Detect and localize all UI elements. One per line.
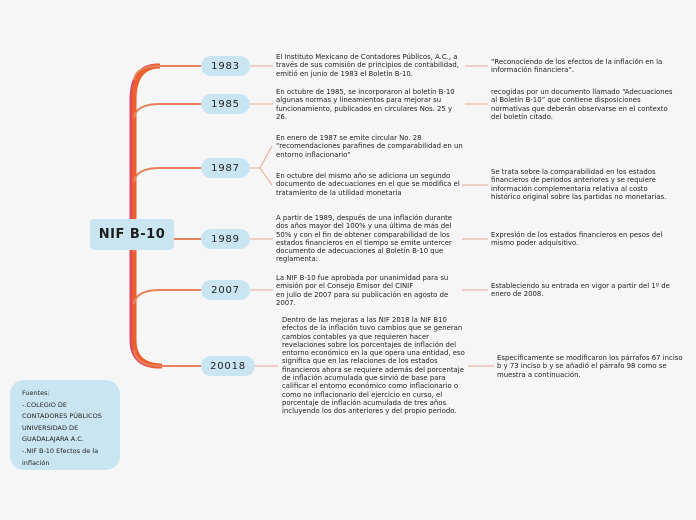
link-1987-desc2 xyxy=(260,168,272,185)
note-20018[interactable]: Específicamente se modificaron los párrafos 67 inciso b y 73 inciso b y se añadió el párrafo 98 como se muestra a continuación. xyxy=(497,354,683,379)
desc-1985[interactable]: En octubre de 1985, se incorporaron al boletín B-10 algunas normas y lineamientos para mejorar su funcionamiento, publicados en circulares Nos. 25 y 26. xyxy=(276,88,455,121)
branch-20018 xyxy=(134,350,201,366)
desc-1989[interactable]: A partir de 1989, después de una inflación durante dos años mayor del 100% y una última de más del 50% y con el fin de obtener comparabilidad de los estados financieros en el tiempo se emite untercer documento de adecuaciones al Boletín B-10 que reglamenta: xyxy=(276,214,453,264)
sources-box[interactable] xyxy=(10,380,120,470)
branch-1985 xyxy=(134,104,201,118)
year-node-1985[interactable]: 1985 xyxy=(201,94,250,114)
desc-1987-a[interactable]: En enero de 1987 se emite circular No. 28 “recomendaciones parafines de comparabilidad en un entorno inflacionario” xyxy=(276,134,463,159)
link-1987-desc xyxy=(250,146,272,168)
year-node-2007[interactable]: 2007 xyxy=(201,280,250,300)
note-1985[interactable]: recogidas por un documento llamado “Adecuaciones al Boletín B-10” que contiene disposiciones normativas que deberán observarse en el contexto del boletín citado. xyxy=(491,88,673,121)
note-2007[interactable]: Estableciendo su entrada en vigor a partir del 1º de enero de 2008. xyxy=(491,282,670,299)
central-topic[interactable]: NIF B-10 xyxy=(90,219,174,250)
branch-1987 xyxy=(134,168,201,182)
branch-2007 xyxy=(134,290,201,304)
desc-2007[interactable]: La NIF B-10 fue aprobada por unanimidad para su emisión por el Consejo Emisor del CINIF en julio de 2007 para su publicación en agosto de 2007. xyxy=(276,274,449,307)
year-node-1989[interactable]: 1989 xyxy=(201,229,250,249)
note-1983[interactable]: “Reconociendo de los efectos de la inflación en la información financiera”. xyxy=(491,58,663,75)
note-1987[interactable]: Se trata sobre la comparabilidad en los estados financieros de periodos anteriores y se requiere información complementaria relativa al costo histórico original sobre las partidas no monetarias. xyxy=(491,168,667,201)
desc-1983[interactable]: El Instituto Mexicano de Contadores Públicos, A.C., a través de sus comisión de principios de contabilidad, emitió en junio de 1983 el Boletín B-10. xyxy=(276,53,459,78)
desc-20018[interactable]: Dentro de las mejoras a las NIF 2018 la NIF B10 efectos de la inflación tuvo cambios que se generan cambios contables ya que requieren hacer revelaciones sobre los porcentajes de inflación del entorno económico en la que opera una entidad, eso significa que en las relaciones de los estados financieros ahora se requiere además del porcentaje de inflación acumulada que sirvió de base para calificar el entorno económico como inflacionario o como no inflacionario del ejercicio en curso, el porcentaje de inflación acumulada de tres años incluyendo los dos anteriores y del propio periodo. xyxy=(282,316,465,416)
year-node-1987[interactable]: 1987 xyxy=(201,158,250,178)
sources-text: Fuentes: -.COLEGIO DE CONTADORES PÚBLICOS UNIVERSIDAD DE GUADALAJARA A.C. -.NIF B-10 Efectos de la inflación xyxy=(22,389,102,467)
desc-1987-b[interactable]: En octubre del mismo año se adiciona un segundo documento de adecuaciones en el que se modifica el tratamiento de la utilidad monetaria xyxy=(276,172,460,197)
year-node-20018[interactable]: 20018 xyxy=(201,356,255,376)
year-node-1983[interactable]: 1983 xyxy=(201,56,250,76)
note-1989[interactable]: Expresión de los estados financieros en pesos del mismo poder adquisitivo. xyxy=(491,231,663,248)
